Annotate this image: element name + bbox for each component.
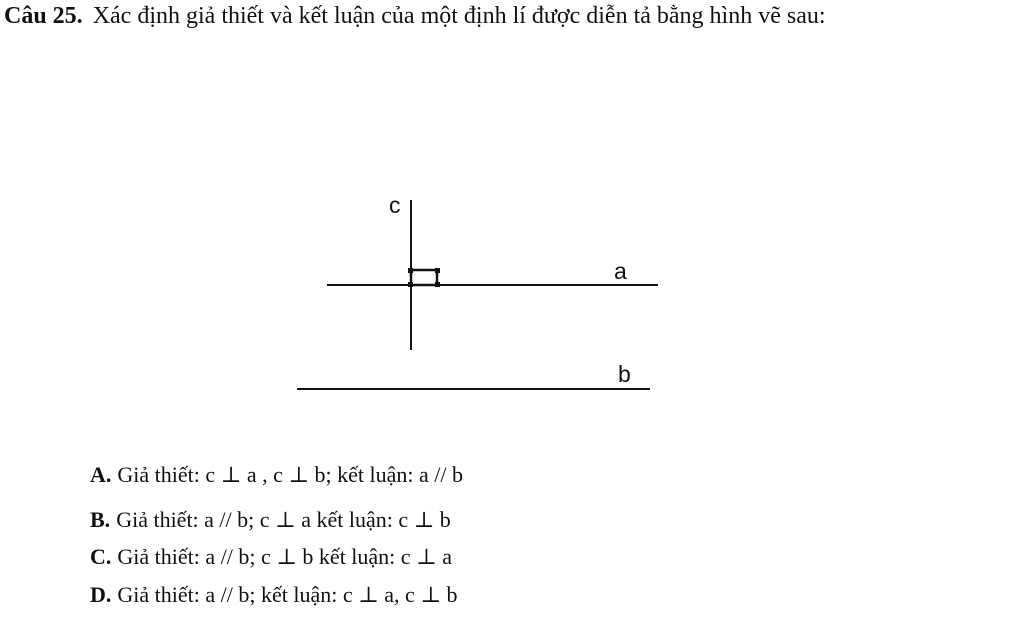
option-c[interactable] xyxy=(90,542,452,572)
option-letter: C. xyxy=(90,544,112,569)
option-d[interactable] xyxy=(90,580,458,610)
option-letter: D. xyxy=(90,582,112,607)
label-b: b xyxy=(618,361,631,387)
option-letter: A. xyxy=(90,462,112,487)
question-text: Xác định giả thiết và kết luận của một định lí được diễn tả bằng hình vẽ sau: xyxy=(92,3,826,29)
option-text: Giả thiết: c ⊥ a , c ⊥ b; kết luận: a // b xyxy=(117,462,464,487)
label-a: a xyxy=(614,258,627,284)
right-angle-marker xyxy=(408,268,440,287)
option-letter: B. xyxy=(90,507,111,532)
option-b[interactable] xyxy=(90,505,451,535)
option-text: Giả thiết: a // b; kết luận: c ⊥ a, c ⊥ b xyxy=(117,582,458,607)
option-text: Giả thiết: a // b; c ⊥ b kết luận: c ⊥ a xyxy=(117,544,453,569)
label-c: c xyxy=(389,192,401,218)
question-number: Câu 25. xyxy=(4,3,83,29)
option-a[interactable] xyxy=(90,460,463,490)
option-text: Giả thiết: a // b; c ⊥ a kết luận: c ⊥ b xyxy=(116,507,451,532)
